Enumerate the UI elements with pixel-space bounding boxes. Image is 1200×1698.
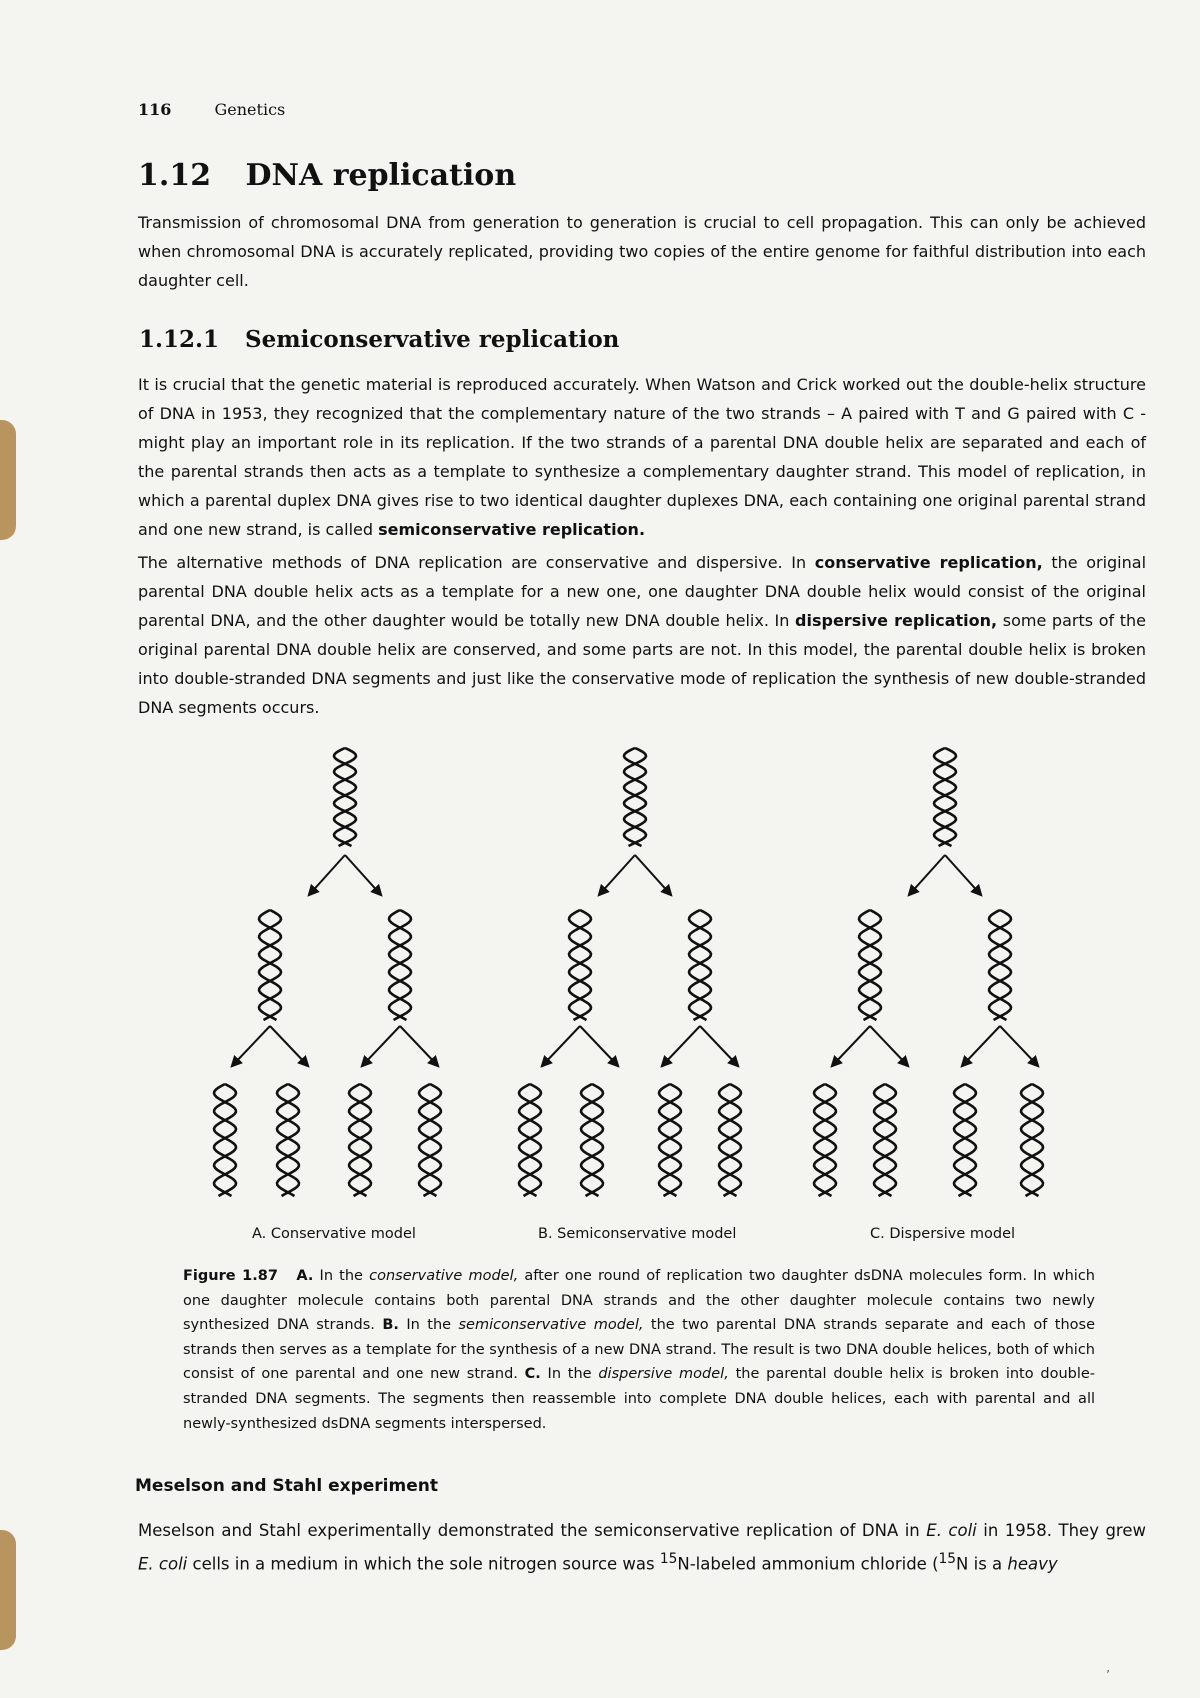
section-heading xyxy=(138,158,516,193)
caption-key-b: B. xyxy=(382,1317,399,1334)
running-head xyxy=(138,100,285,119)
page-tab-marker xyxy=(0,1530,16,1650)
parental-dna-helix-icon xyxy=(934,748,956,846)
organism-name: E. coli xyxy=(926,1521,977,1540)
granddaughter-dna-helix-icon xyxy=(214,1084,236,1196)
replication-arrows-icon xyxy=(599,855,671,895)
isotope-superscript: 15 xyxy=(659,1551,678,1567)
granddaughter-dna-helix-icon xyxy=(419,1084,441,1196)
label-semiconservative-model: B. Semiconservative model xyxy=(538,1226,737,1242)
granddaughter-dna-helix-icon xyxy=(349,1084,371,1196)
caption-text: In the xyxy=(398,1317,459,1334)
subsection-heading xyxy=(139,326,619,353)
caption-text: In the xyxy=(540,1366,599,1383)
paragraph-text: cells in a medium in which the sole nitrogen source was xyxy=(187,1554,660,1574)
paragraph-text: the original parental DNA double helix acts as a template for a new one, one daughter DNA double helix would consist of the original parental DNA, and the other daughter would be totally new DNA double helix. In xyxy=(138,553,1147,630)
caption-term: dispersive model, xyxy=(598,1366,729,1383)
caption-text: after one round of replication two daughter dsDNA molecules form. In which one daughter molecule contains both parental DNA strands and the other daughter molecule contains two newly synthesized DNA strands. xyxy=(183,1268,1095,1334)
subsection-number: 1.12.1 xyxy=(139,326,220,353)
paragraph-text: N is a xyxy=(956,1554,1008,1574)
granddaughter-dna-helix-icon xyxy=(1021,1084,1043,1196)
label-dispersive-model: C. Dispersive model xyxy=(870,1226,1016,1242)
term-conservative: conservative replication, xyxy=(814,553,1043,572)
figure-caption xyxy=(183,1264,1095,1436)
daughter-dna-helix-icon xyxy=(989,910,1011,1020)
granddaughter-dna-helix-icon xyxy=(519,1084,541,1196)
caption-text: the two parental DNA strands separate and each of those strands then serves as a template for the synthesis of a new DNA strand. The result is two DNA double helices, both of which consist of one parental and one new strand. xyxy=(183,1317,1095,1383)
figure-number: Figure 1.87 xyxy=(183,1268,278,1284)
term-dispersive: dispersive replication, xyxy=(795,611,998,630)
granddaughter-dna-helix-icon xyxy=(277,1084,299,1196)
daughter-dna-helix-icon xyxy=(859,910,881,1020)
granddaughter-dna-helix-icon xyxy=(719,1084,741,1196)
paragraph-semiconservative xyxy=(138,370,1146,544)
caption-key-a: A. xyxy=(296,1268,314,1284)
isotope-superscript: 15 xyxy=(938,1551,957,1567)
intro-paragraph: Transmission of chromosomal DNA from generation to generation is crucial to cell propagation. This can only be achieved when chromosomal DNA is accurately replicated, providing two copies of the entire genome for faithful distribution into each daughter cell. xyxy=(138,213,1146,290)
granddaughter-dna-helix-icon xyxy=(659,1084,681,1196)
replication-arrows-icon xyxy=(542,1026,618,1066)
replication-arrows-icon xyxy=(362,1026,438,1066)
experiment-paragraph xyxy=(138,1516,1146,1579)
paragraph-text: Meselson and Stahl experimentally demonstrated the semiconservative replication of DNA in xyxy=(138,1521,927,1540)
replication-arrows-icon xyxy=(909,855,981,895)
paragraph-text: The alternative methods of DNA replication are conservative and dispersive. In xyxy=(138,553,815,572)
daughter-dna-helix-icon xyxy=(569,910,591,1020)
paragraph-alternatives xyxy=(138,548,1146,722)
running-title: Genetics xyxy=(214,100,286,119)
caption-text: the parental double helix is broken into double-stranded DNA segments. The segments then reassemble into complete DNA double helices, each with parental and all newly-synthesized dsDNA segments interspersed. xyxy=(183,1366,1096,1432)
granddaughter-dna-helix-icon xyxy=(814,1084,836,1196)
caption-key-c: C. xyxy=(524,1366,541,1383)
paragraph-text: N-labeled ammonium chloride ( xyxy=(677,1554,939,1574)
section-title: DNA replication xyxy=(245,158,517,193)
scan-mark: ’ xyxy=(1106,1668,1110,1682)
page-number: 116 xyxy=(138,100,172,119)
paragraph-text: some parts of the original parental DNA double helix are conserved, and some parts are not. In this model, the parental double helix is broken into double-stranded DNA segments and just like the conservative mode of replication the synthesis of new double-stranded DNA segments occurs. xyxy=(138,611,1146,717)
granddaughter-dna-helix-icon xyxy=(581,1084,603,1196)
parental-dna-helix-icon xyxy=(624,748,646,846)
experiment-heading: Meselson and Stahl experiment xyxy=(135,1476,438,1496)
caption-text: In the xyxy=(313,1268,370,1284)
daughter-dna-helix-icon xyxy=(389,910,411,1020)
granddaughter-dna-helix-icon xyxy=(954,1084,976,1196)
daughter-dna-helix-icon xyxy=(689,910,711,1020)
replication-arrows-icon xyxy=(662,1026,738,1066)
figure-replication-models xyxy=(200,740,1050,1240)
replication-arrows-icon xyxy=(962,1026,1038,1066)
label-conservative-model: A. Conservative model xyxy=(252,1226,416,1242)
section-number: 1.12 xyxy=(138,158,212,193)
granddaughter-dna-helix-icon xyxy=(874,1084,896,1196)
paragraph-text: in 1958. They grew xyxy=(976,1521,1146,1540)
caption-term: semiconservative model, xyxy=(458,1317,644,1334)
replication-arrows-icon xyxy=(232,1026,308,1066)
paragraph-text: It is crucial that the genetic material is reproduced accurately. When Watson and Crick worked out the double-helix structure of DNA in 1953, they recognized that the complementary nature of the two strands – A paired with T and G paired with C - might play an important role in its replication. If the two strands of a parental DNA double helix are separated and each of the parental strands then acts as a template to synthesize a complementary daughter strand. This model of replication, in which a parental duplex DNA gives rise to two identical daughter duplexes DNA, each containing one original parental strand and one new strand, is called xyxy=(138,375,1146,539)
term-semiconservative: semiconservative replication. xyxy=(378,520,646,539)
subsection-title: Semiconservative replication xyxy=(245,326,620,353)
replication-arrows-icon xyxy=(309,855,381,895)
caption-term: conservative model, xyxy=(369,1268,519,1284)
page-tab-marker xyxy=(0,420,16,540)
replication-arrows-icon xyxy=(832,1026,908,1066)
parental-dna-helix-icon xyxy=(334,748,356,846)
term-heavy: heavy xyxy=(1007,1554,1058,1574)
organism-name: E. coli xyxy=(138,1554,188,1574)
daughter-dna-helix-icon xyxy=(259,910,281,1020)
figure-diagram xyxy=(200,740,1050,1220)
